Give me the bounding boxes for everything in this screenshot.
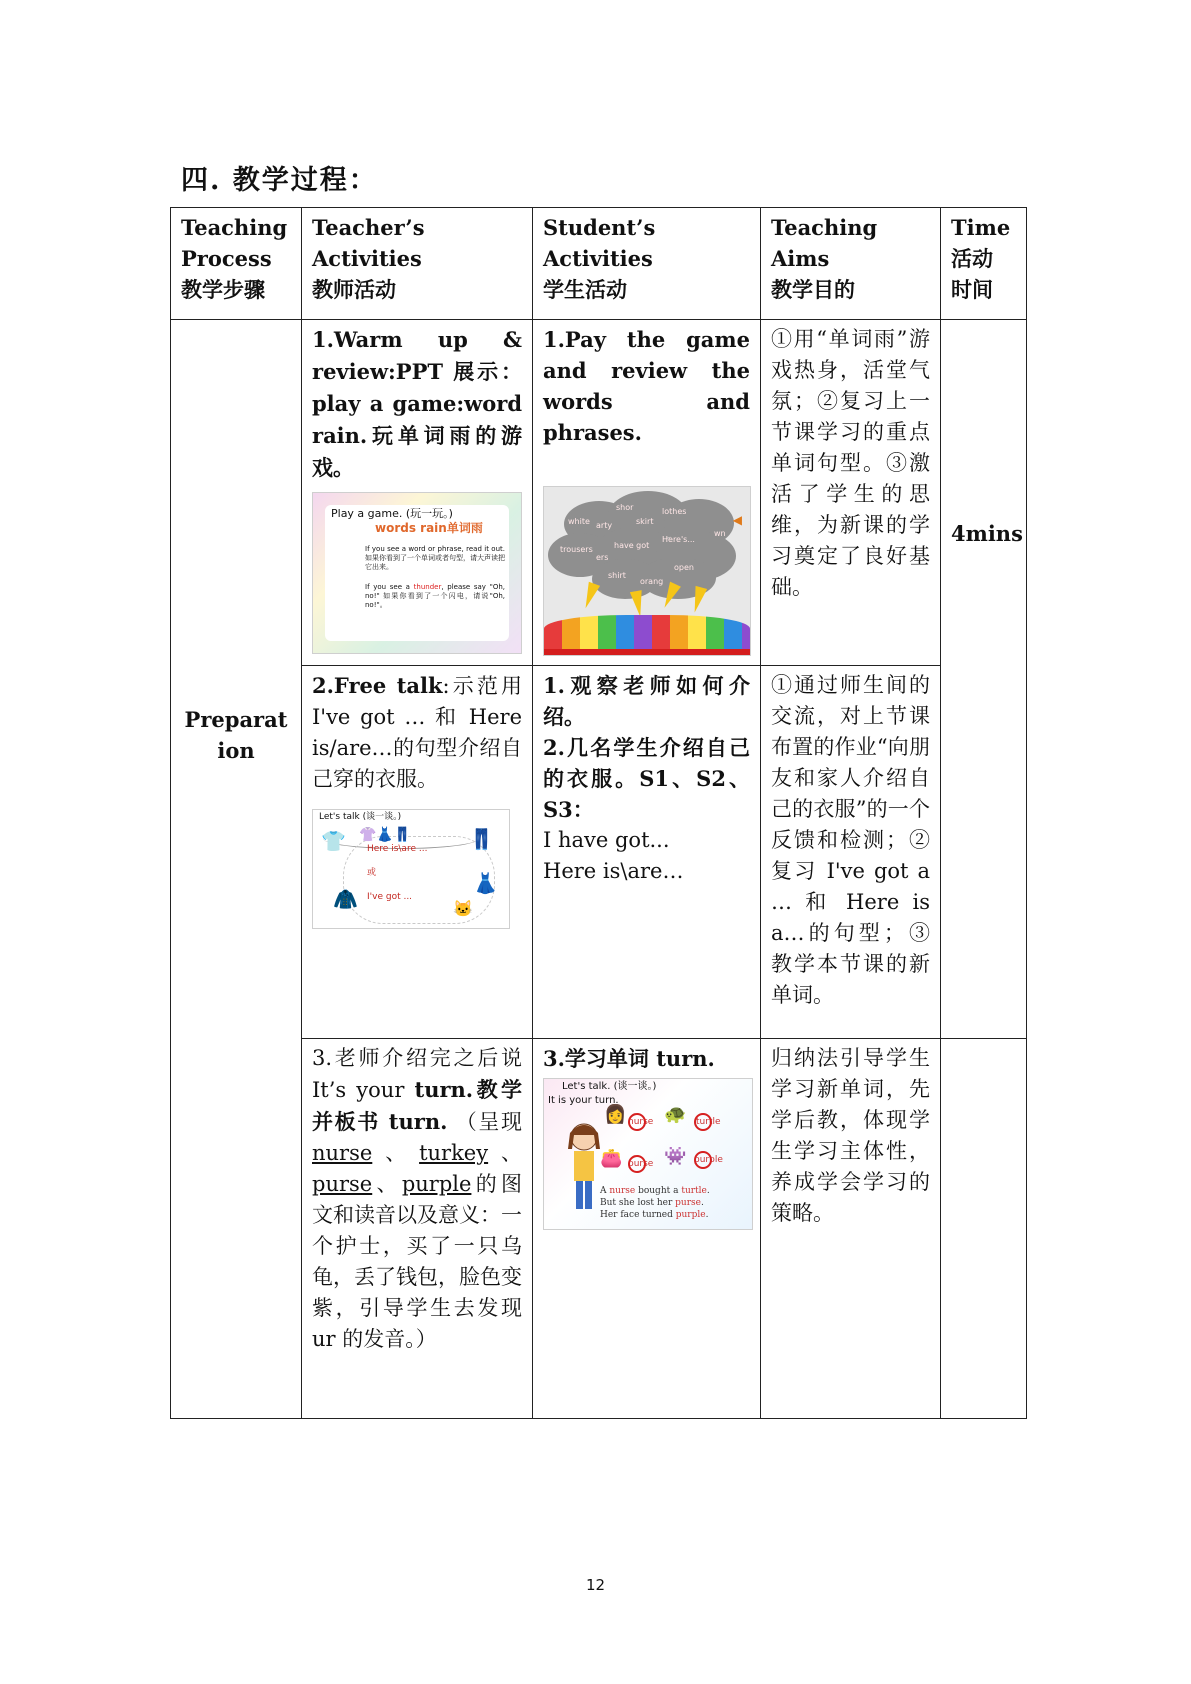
ring-mark bbox=[628, 1113, 646, 1131]
word-purse: purse bbox=[312, 1172, 373, 1196]
time-cell bbox=[941, 320, 1027, 1039]
separator: 、 bbox=[488, 1141, 522, 1165]
cat-icon: 🐱 bbox=[453, 899, 473, 918]
slide-ur-title: Let's talk. (谈一谈。) bbox=[562, 1081, 657, 1092]
header-time bbox=[941, 208, 1027, 320]
cloud-word: shor bbox=[616, 503, 634, 512]
slide-word-purple: purple bbox=[694, 1155, 723, 1165]
teaching-aim-3 bbox=[761, 1039, 941, 1419]
cloud-word: arty bbox=[596, 521, 613, 530]
student-activity-2-step1: 1.观察老师如何介绍。 bbox=[543, 673, 750, 729]
header-aims bbox=[761, 208, 941, 320]
story-3-purple: purple bbox=[675, 1210, 706, 1220]
header-time-zh1: 活动 bbox=[951, 246, 993, 271]
slide-word-rain bbox=[312, 492, 522, 654]
header-process-en2: Process bbox=[181, 246, 272, 271]
teacher-activity-1 bbox=[302, 320, 533, 666]
story-1-nurse: nurse bbox=[609, 1186, 636, 1196]
student-activity-2-example1: I have got... bbox=[543, 828, 670, 852]
header-process-zh: 教学步骤 bbox=[181, 277, 265, 302]
word-turkey: turkey bbox=[419, 1141, 489, 1165]
slide-word-purse: purse bbox=[628, 1159, 654, 1169]
ring-mark bbox=[628, 1155, 646, 1173]
student-activity-1 bbox=[533, 320, 761, 666]
free-talk-label: 2.Free talk bbox=[312, 673, 443, 698]
student-activity-3 bbox=[533, 1039, 761, 1419]
slide-instr2-a: If you see a bbox=[365, 583, 414, 591]
teacher-3-present: （呈现 bbox=[455, 1110, 522, 1134]
cloud-word: Here's... bbox=[662, 535, 695, 544]
student-activity-2-example2: Here is\are… bbox=[543, 859, 684, 883]
header-student bbox=[533, 208, 761, 320]
header-teacher-en: Teacher’s Activities bbox=[312, 215, 425, 271]
teaching-aim-1-text: ①用“单词雨”游戏热身，活堂气氛；②复习上一节课学习的重点单词句型。③激活了学生的思维，为新课的学习奠定了良好基础。 bbox=[771, 327, 930, 599]
slide-line-here-is: Here is\are ... bbox=[367, 844, 428, 854]
header-student-zh: 学生活动 bbox=[543, 277, 627, 302]
game-label: play a game:word rain. bbox=[312, 391, 522, 448]
student-activity-3-text: 3.学习单词 turn. bbox=[543, 1046, 715, 1071]
slide-word-rain-panel bbox=[325, 505, 509, 641]
nurse-icon: 👩 bbox=[604, 1104, 627, 1125]
cloud-word: open bbox=[674, 563, 694, 572]
slide-word-rain-title: Play a game. (玩一玩。) bbox=[331, 507, 453, 520]
slide-instr2-b: , please say "Oh, no!" 如果你看到了一个闪电，请说"Oh, no!"。 bbox=[365, 583, 506, 609]
dress-icon: 👗 bbox=[473, 871, 498, 895]
ring-mark bbox=[694, 1151, 712, 1169]
story-3a: Her face turned bbox=[600, 1210, 676, 1220]
teacher-3-turn: turn. bbox=[414, 1077, 474, 1102]
story-line-2 bbox=[600, 1197, 710, 1209]
story-line-3 bbox=[600, 1209, 710, 1221]
story-1c: . bbox=[706, 1186, 710, 1196]
cloud-word: have got bbox=[614, 541, 650, 550]
slide-line-or: 或 bbox=[367, 868, 377, 878]
clothes-icons: 👚👗👖 bbox=[359, 827, 412, 843]
story-2-purse: purse bbox=[675, 1198, 701, 1208]
section-title: 四. 教学过程： bbox=[181, 165, 378, 196]
separator: 、 bbox=[372, 1141, 420, 1165]
word-nurse bbox=[312, 1141, 372, 1165]
header-process bbox=[171, 208, 302, 320]
story-line-1 bbox=[600, 1185, 710, 1197]
jacket-icon: 🧥 bbox=[333, 887, 358, 911]
slide-word-rain-instruction-2 bbox=[365, 583, 505, 610]
speaker-icon: ◀ bbox=[732, 513, 742, 527]
header-student-en: Student’s Activities bbox=[543, 215, 656, 271]
story-3b: . bbox=[705, 1210, 709, 1220]
teacher-3-board: 教学并板书 turn. bbox=[312, 1077, 523, 1134]
page-number: 12 bbox=[585, 1576, 606, 1594]
cloud-word: trousers bbox=[560, 545, 593, 554]
header-row bbox=[171, 208, 1027, 320]
purple-monster-icon: 👾 bbox=[664, 1146, 687, 1167]
slide-word-clouds bbox=[543, 486, 751, 656]
ring-mark bbox=[694, 1113, 712, 1131]
student-activity-1-text: 1.Pay the game and review the words and phrases. bbox=[543, 327, 750, 445]
cloud-word: orang bbox=[640, 577, 664, 586]
word-purple: purple bbox=[401, 1172, 472, 1196]
story-1b: bought a bbox=[635, 1186, 682, 1196]
slide-word-turtle: turtle bbox=[696, 1117, 721, 1127]
header-process-en1: Teaching bbox=[181, 215, 288, 240]
teacher-3-explanation: 的图文和读音以及意义：一个护士，买了一只乌龟，丢了钱包，脸色变紫，引导学生去发现 ur 的发音。） bbox=[312, 1172, 522, 1351]
header-time-en: Time bbox=[951, 215, 1011, 240]
cloud-word: wn bbox=[714, 529, 726, 538]
slide-instr2-thunder: thunder bbox=[413, 583, 442, 591]
time-cell-empty bbox=[941, 1039, 1027, 1419]
teaching-aim-2 bbox=[761, 666, 941, 1039]
shirt-icon: 👕 bbox=[321, 829, 346, 853]
warmup-label: 1.Warm up & review:PPT 展示： bbox=[312, 327, 522, 384]
stage-cell bbox=[171, 320, 302, 1419]
purse-icon: 👛 bbox=[600, 1148, 623, 1169]
teaching-aim-3-text: 归纳法引导学生学习新单词，先学后教，体现学生学习主体性，养成学会学习的策略。 bbox=[771, 1046, 930, 1225]
turtle-icon: 🐢 bbox=[664, 1104, 687, 1125]
slide-story bbox=[600, 1185, 710, 1221]
free-talk-text: :示范用I've got … 和 Here is/are…的句型介绍自己穿的衣服。 bbox=[312, 674, 522, 791]
slide-base-bar bbox=[544, 649, 750, 655]
teacher-activity-2 bbox=[302, 666, 533, 1039]
separator: 、 bbox=[372, 1172, 402, 1196]
word-nurse-text: nurse bbox=[312, 1141, 373, 1165]
story-2a: But she lost her bbox=[600, 1198, 676, 1208]
umbrellas-image bbox=[544, 615, 750, 649]
header-aims-en: Teaching Aims bbox=[771, 215, 878, 271]
teaching-aim-2-text: ①通过师生间的交流，对上节课布置的作业“向朋友和家人介绍自己的衣服”的一个反馈和检测；②复习 I've got a … 和 Here is a…的句型；③教学本节课的新单词。 bbox=[771, 673, 930, 1007]
cloud-word: skirt bbox=[636, 517, 654, 526]
teacher-3-intro: 3.老师介绍完之后说 It’s your bbox=[312, 1046, 522, 1102]
game-label-zh: 玩单词雨的游戏。 bbox=[312, 423, 522, 480]
cloud-word: lothes bbox=[662, 507, 687, 516]
story-1-turtle: turtle bbox=[681, 1186, 707, 1196]
slide-word-rain-subtitle: words rain单词雨 bbox=[375, 521, 483, 535]
slide-lets-talk-title: Let's talk (谈一谈。) bbox=[319, 812, 402, 822]
time-value: 4mins bbox=[951, 520, 1023, 546]
slide-line-ive-got: I've got ... bbox=[367, 892, 413, 902]
cloud-word: shirt bbox=[608, 571, 626, 580]
story-1a: A bbox=[600, 1186, 610, 1196]
slide-ur-words bbox=[543, 1078, 753, 1230]
teaching-process-table bbox=[170, 207, 1027, 1419]
story-2b: . bbox=[700, 1198, 704, 1208]
slide-word-nurse: nurse bbox=[628, 1117, 654, 1127]
header-teacher bbox=[302, 208, 533, 320]
activity-row-1 bbox=[171, 320, 1027, 666]
teacher-activity-3 bbox=[302, 1039, 533, 1419]
student-activity-2 bbox=[533, 666, 761, 1039]
teaching-aim-1 bbox=[761, 320, 941, 666]
header-teacher-zh: 教师活动 bbox=[312, 277, 396, 302]
slide-lets-talk bbox=[312, 809, 510, 929]
slide-word-rain-instruction-1: If you see a word or phrase, read it out. 如果你看到了一个单词或者句型，请大声读把它出来。 bbox=[365, 545, 505, 571]
student-activity-2-step2: 2.几名学生介绍自己的衣服。S1、S2、S3： bbox=[543, 735, 750, 822]
stage-label: Preparation bbox=[184, 707, 288, 763]
pants-icon: 👖 bbox=[469, 827, 494, 851]
cloud-word: ers bbox=[596, 553, 609, 562]
header-time-zh2: 时间 bbox=[951, 277, 993, 302]
lightning-icon bbox=[580, 582, 600, 611]
slide-ur-subtitle: It is your turn. bbox=[548, 1095, 619, 1106]
cloud-word: white bbox=[568, 517, 590, 526]
header-aims-zh: 教学目的 bbox=[771, 277, 855, 302]
